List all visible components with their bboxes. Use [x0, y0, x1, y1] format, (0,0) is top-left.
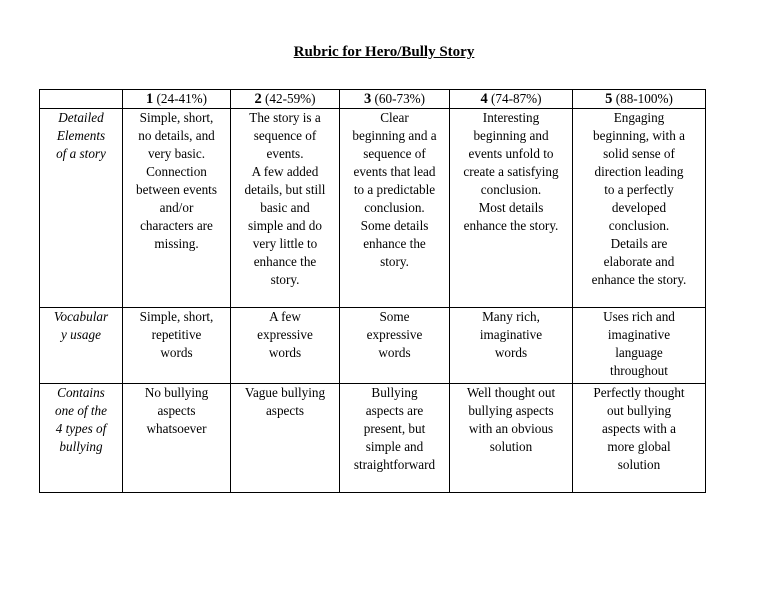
level-range: (60-73%)	[374, 91, 426, 106]
level-range: (42-59%)	[265, 91, 316, 106]
rubric-cell: Vague bullying aspects	[231, 384, 340, 493]
rubric-cell: Clear beginning and a sequence of events that lead to a predictable conclusion. Some details enhance the story.	[340, 109, 450, 308]
level-range: (24-41%)	[156, 91, 208, 106]
level-range: (74-87%)	[491, 91, 542, 106]
level-header-5	[573, 90, 706, 109]
rubric-cell: Interesting beginning and events unfold to create a satisfying conclusion. Most details enhance the story.	[450, 109, 573, 308]
level-header-2	[231, 90, 340, 109]
document-title: Rubric for Hero/Bully Story	[293, 44, 475, 60]
rubric-row-bullying	[40, 384, 706, 493]
level-number: 3	[363, 91, 372, 107]
level-header-4	[450, 90, 573, 109]
rubric-cell: Uses rich and imaginative language throughout	[573, 308, 706, 384]
rubric-cell: Well thought out bullying aspects with an obvious solution	[450, 384, 573, 493]
header-row	[40, 90, 706, 109]
rubric-cell: Some expressive words	[340, 308, 450, 384]
rubric-cell: Bullying aspects are present, but simple and straightforward	[340, 384, 450, 493]
criterion-cell: Vocabular y usage	[40, 308, 123, 384]
rubric-row-story-elements	[40, 109, 706, 308]
level-number: 5	[605, 91, 613, 107]
level-number: 4	[480, 91, 488, 107]
rubric-cell: Engaging beginning, with a solid sense of direction leading to a perfectly developed conclusion. Details are elaborate and enhance the story.	[573, 109, 706, 308]
level-header-1	[123, 90, 231, 109]
rubric-row-vocabulary	[40, 308, 706, 384]
rubric-cell: Many rich, imaginative words	[450, 308, 573, 384]
rubric-cell: No bullying aspects whatsoever	[123, 384, 231, 493]
criterion-cell: Detailed Elements of a story	[40, 109, 123, 308]
rubric-table	[39, 89, 706, 493]
corner-cell	[40, 90, 123, 109]
criterion-cell: Contains one of the 4 types of bullying	[40, 384, 123, 493]
rubric-cell: Simple, short, repetitive words	[123, 308, 231, 384]
level-header-3	[340, 90, 450, 109]
rubric-cell: The story is a sequence of events. A few added details, but still basic and simple and do very little to enhance the story.	[231, 109, 340, 308]
rubric-cell: Perfectly thought out bullying aspects with a more global solution	[573, 384, 706, 493]
rubric-cell: Simple, short, no details, and very basic. Connection between events and/or characters are missing.	[123, 109, 231, 308]
rubric-cell: A few expressive words	[231, 308, 340, 384]
level-number: 2	[254, 91, 262, 107]
level-number: 1	[145, 91, 154, 107]
level-range: (88-100%)	[615, 91, 673, 106]
